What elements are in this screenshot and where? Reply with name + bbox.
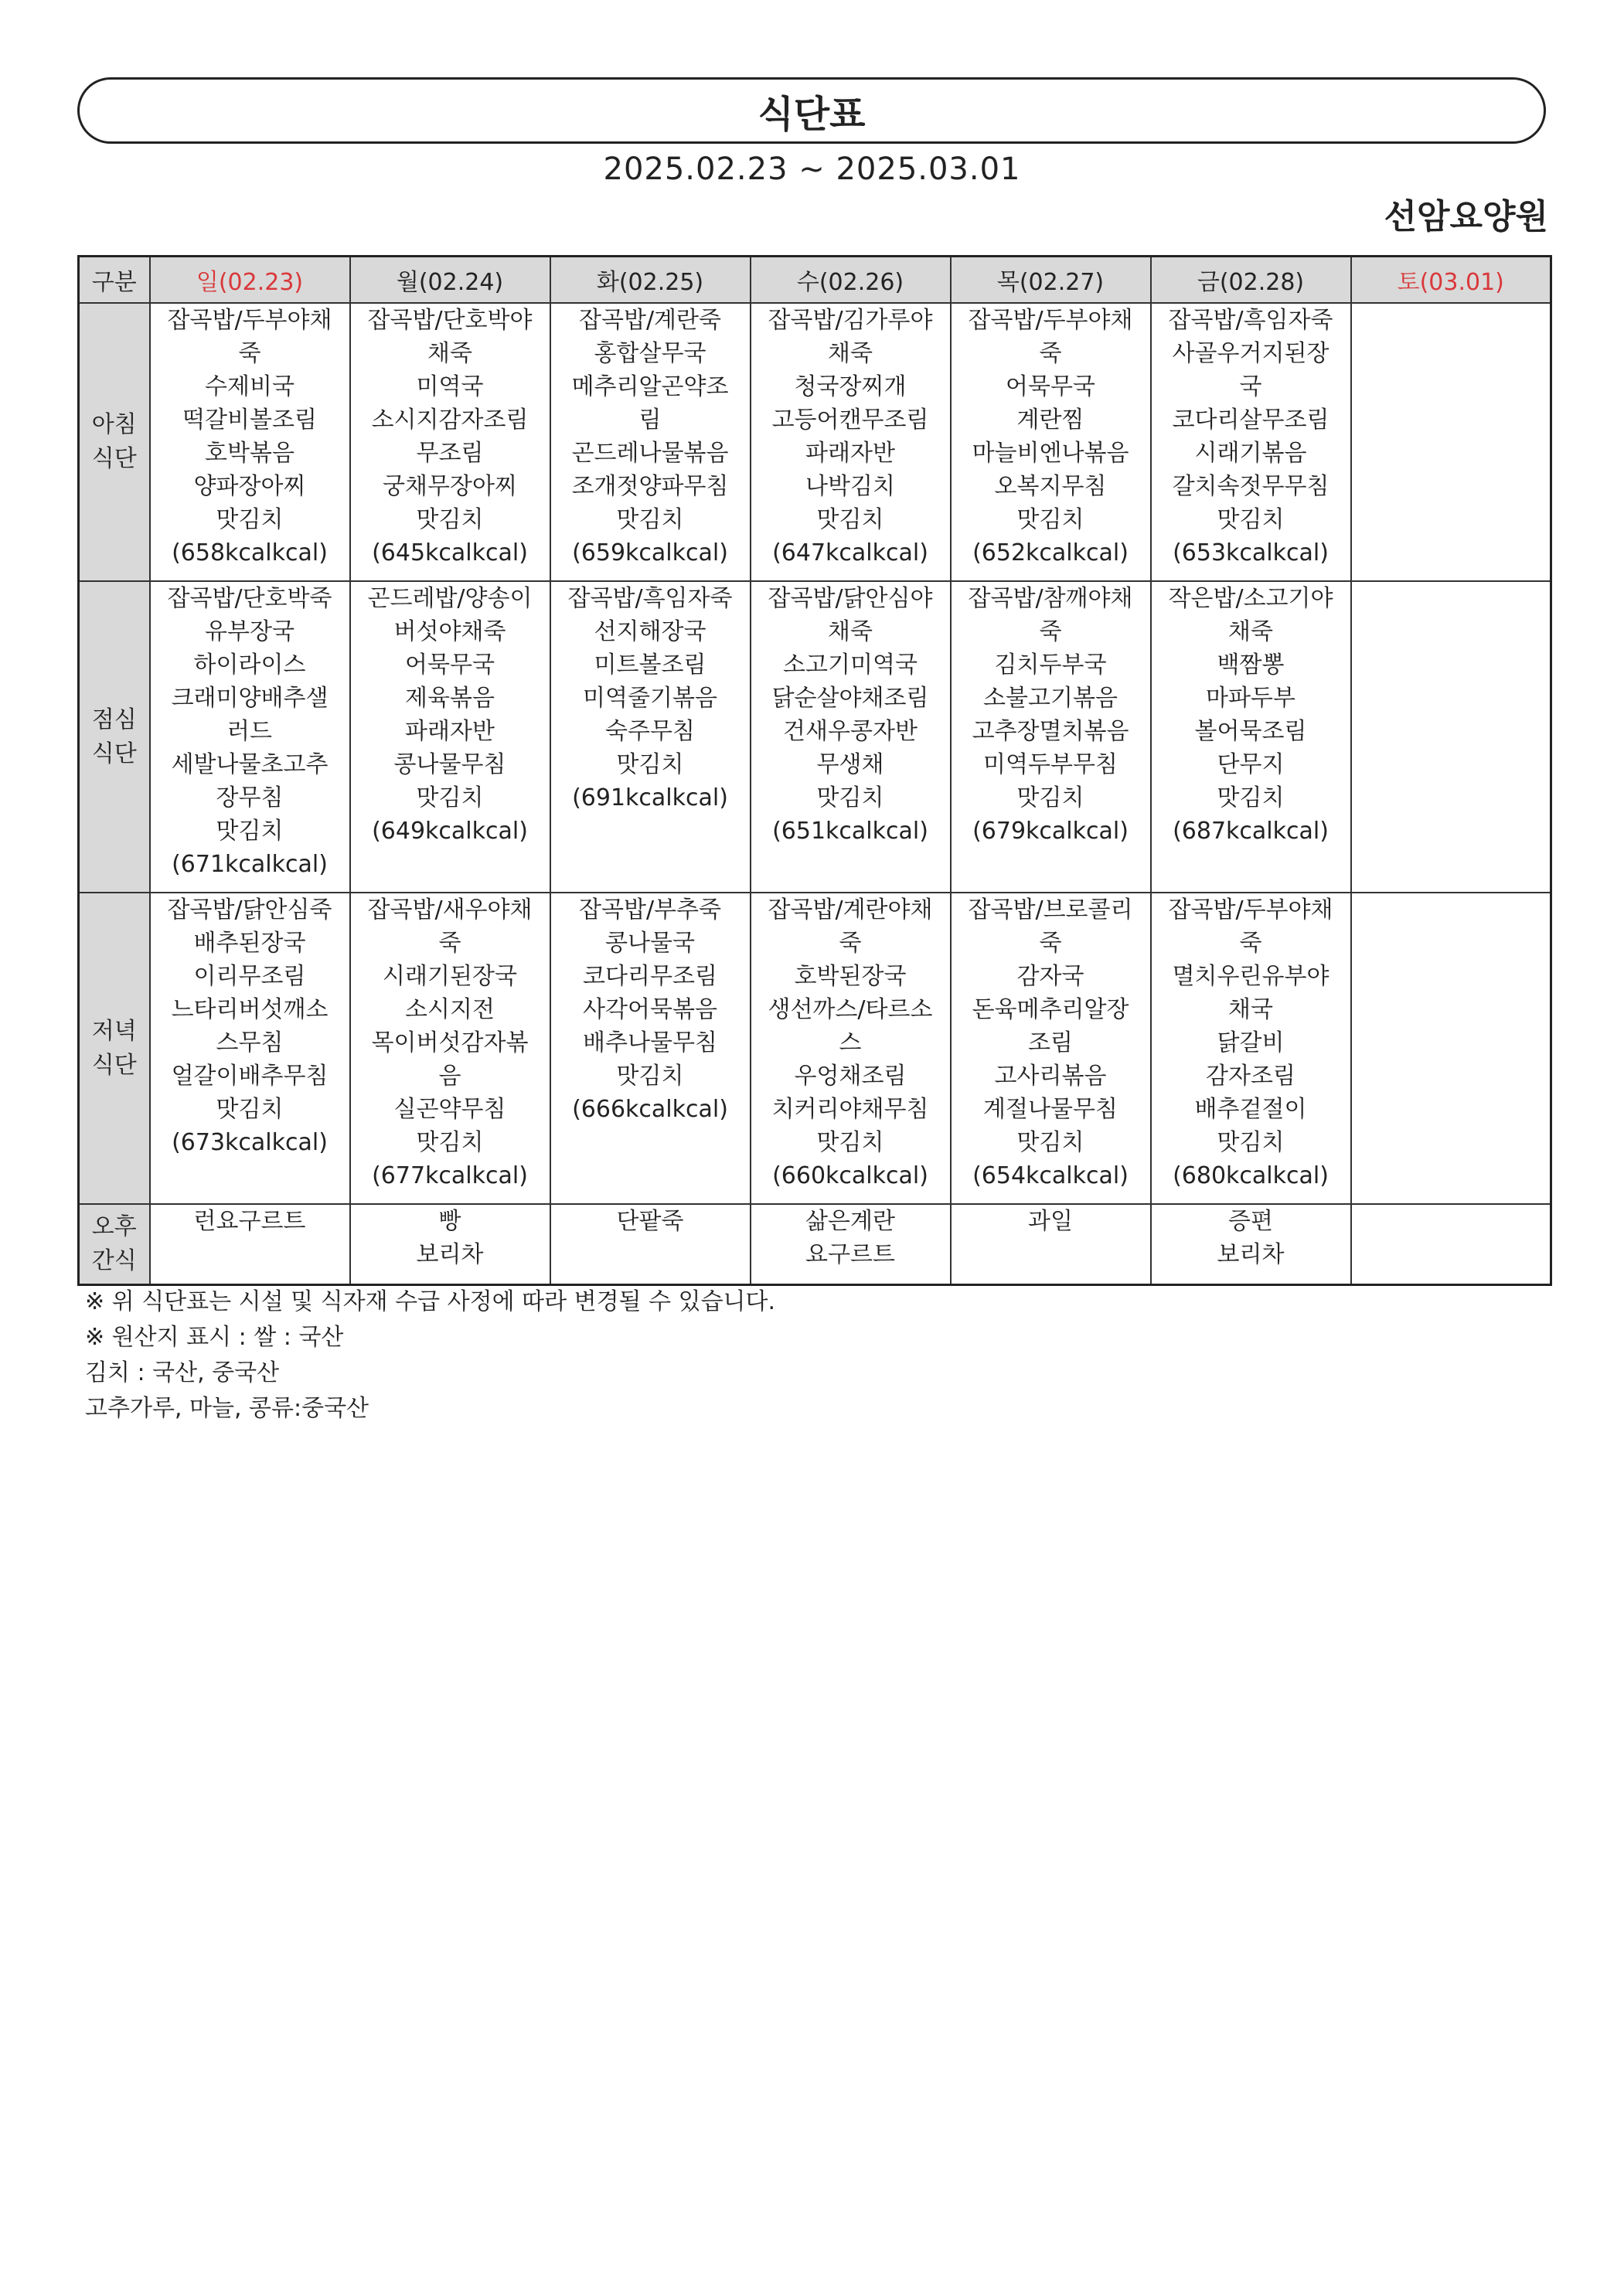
menu-item: 나박김치 [805,473,895,500]
menu-cell [350,581,550,893]
menu-item: (647kcalkcal) [772,539,928,566]
day-header-4: 목(02.27) [951,257,1151,304]
menu-item: 맛김치 [1016,784,1084,811]
menu-item: 미역두부무침 [983,751,1118,778]
note-line: 김치 : 국산, 중국산 [85,1359,280,1386]
meal-row [79,893,1551,1204]
menu-item: (660kcalkcal) [772,1162,928,1189]
menu-item: 단팥죽 [616,1208,684,1235]
menu-cell [550,303,751,581]
menu-cell [150,1204,350,1284]
menu-item: 스 [839,1029,862,1056]
menu-item: 제육볶음 [405,685,495,712]
menu-item: 조림 [1028,1029,1073,1056]
menu-item: 무생채 [816,751,884,778]
menu-cell [1351,581,1551,893]
menu-item: 수제비국 [205,373,294,400]
menu-item: 코다리살무조림 [1172,406,1330,434]
menu-item: 파래자반 [805,440,895,467]
menu-item: 잡곡밥/계란야채 [768,896,933,924]
meal-label [79,1204,150,1284]
menu-item: 버섯야채죽 [393,618,506,645]
menu-item: 감자조림 [1206,1063,1295,1090]
menu-cell [1351,303,1551,581]
menu-item: 어묵무국 [1006,373,1095,400]
menu-item: 맛김치 [616,751,684,778]
menu-item: 러드 [227,718,272,745]
page-title: 식단표 [758,92,866,136]
meal-label [79,303,150,581]
menu-item: 증편 [1228,1208,1273,1235]
menu-item: 맛김치 [1217,506,1285,533]
menu-item: 작은밥/소고기야 [1168,585,1333,612]
menu-item: 배추된장국 [193,930,306,957]
menu-cell [1151,893,1351,1204]
menu-item: 과일 [1028,1208,1073,1235]
menu-item: 마늘비엔나볶음 [972,440,1129,467]
menu-item: 림 [638,406,662,434]
menu-item: 맛김치 [616,506,684,533]
menu-item: 채죽 [1228,618,1273,645]
header-row [79,257,1551,304]
menu-item: 계란찜 [1016,406,1084,434]
menu-item: (645kcalkcal) [372,539,528,566]
menu-item: (679kcalkcal) [972,818,1129,845]
menu-item: 맛김치 [216,506,284,533]
menu-item: 소시지전 [405,996,495,1023]
menu-item: 소불고기볶음 [983,685,1118,712]
menu-item: (677kcalkcal) [372,1162,528,1189]
menu-item: 죽 [1039,340,1062,367]
menu-item: 잡곡밥/두부야채 [968,307,1133,334]
menu-item: 스무침 [216,1029,284,1056]
menu-item: 숙주무침 [605,718,695,745]
menu-item: 멸치우린유부야 [1172,963,1330,990]
menu-item: 무조림 [416,440,484,467]
menu-item: (673kcalkcal) [172,1129,328,1156]
menu-item: 음 [438,1063,461,1090]
menu-item: 고사리볶음 [994,1063,1107,1090]
menu-cell [150,581,350,893]
menu-item: 백짬뽕 [1217,651,1285,679]
menu-cell [1151,581,1351,893]
menu-item: 맛김치 [816,1129,884,1156]
menu-item: 유부장국 [205,618,294,645]
day-header-2: 화(02.25) [550,257,751,304]
menu-item: 파래자반 [405,718,495,745]
menu-cell [951,893,1151,1204]
menu-item: 맛김치 [216,1096,284,1123]
meal-label [79,581,150,893]
menu-item: 갈치속젓무무침 [1172,473,1330,500]
menu-item: 호박볶음 [205,440,294,467]
menu-item: 잡곡밥/두부야채 [1168,896,1333,924]
menu-item: 채죽 [828,340,873,367]
menu-item: 건새우콩자반 [783,718,918,745]
menu-cell [550,893,751,1204]
menu-item: 배추나물무침 [583,1029,717,1056]
meal-label-line: 간식 [91,1247,137,1274]
menu-item: (671kcalkcal) [172,851,328,878]
menu-item: 청국장찌개 [794,373,907,400]
menu-item: 죽 [1039,930,1062,957]
menu-item: 감자국 [1016,963,1084,990]
menu-item: 런요구르트 [193,1208,306,1235]
menu-cell [550,1204,751,1284]
day-header-1: 월(02.24) [350,257,550,304]
meal-row [79,581,1551,893]
menu-item: 생선까스/타르소 [768,996,933,1023]
menu-item: 메추리알곤약조 [571,373,729,400]
menu-item: 죽 [1239,930,1262,957]
notes-section [85,1284,775,1427]
menu-cell [751,893,951,1204]
menu-item: 얼갈이배추무침 [171,1063,329,1090]
menu-item: 잡곡밥/참깨야채 [968,585,1133,612]
menu-cell [951,1204,1151,1284]
menu-item: 이리무조림 [193,963,306,990]
menu-item: (653kcalkcal) [1173,539,1329,566]
meal-row [79,303,1551,581]
menu-item: 치커리야채무침 [771,1096,929,1123]
meal-label-line: 저녁 [91,1017,137,1045]
menu-item: 잡곡밥/닭안심야 [768,585,933,612]
menu-item: 홍합살무국 [594,340,706,367]
menu-item: 오복지무침 [994,473,1107,500]
menu-item: 어묵무국 [405,651,495,679]
day-header-3: 수(02.26) [751,257,951,304]
date-range: 2025.02.23 ~ 2025.03.01 [603,151,1021,187]
menu-item: 닭순살야채조림 [771,685,929,712]
menu-item: 맛김치 [816,784,884,811]
meal-label-line: 식단 [91,1051,137,1079]
menu-item: 코다리무조림 [583,963,717,990]
menu-item: 죽 [1039,618,1062,645]
menu-item: 호박된장국 [794,963,907,990]
menu-item: 사골우거지된장 [1172,340,1330,367]
meal-label-line: 오후 [91,1213,137,1240]
menu-item: 채죽 [828,618,873,645]
menu-item: (651kcalkcal) [772,818,928,845]
meal-label-line: 점심 [91,706,137,733]
menu-item: 보리차 [1217,1241,1285,1268]
menu-item: 곤드레밥/양송이 [367,585,533,612]
menu-item: 세발나물초고추 [171,751,329,778]
menu-item: 요구르트 [805,1241,895,1268]
menu-cell [1151,1204,1351,1284]
menu-item: (652kcalkcal) [972,539,1129,566]
note-line: ※ 원산지 표시 : 쌀 : 국산 [85,1324,344,1351]
meal-plan-table [77,255,1552,1286]
meal-label-line: 식단 [91,445,137,472]
menu-cell [951,303,1151,581]
menu-cell [751,581,951,893]
menu-item: 죽 [438,930,461,957]
menu-item: (658kcalkcal) [172,539,328,566]
menu-item: 맛김치 [216,818,284,845]
menu-item: 맛김치 [416,506,484,533]
menu-item: 고등어캔무조림 [771,406,929,434]
menu-item: 단무지 [1217,751,1285,778]
menu-item: 잡곡밥/흑임자죽 [1168,307,1333,334]
menu-item: 빵 [438,1208,461,1235]
menu-cell [951,581,1151,893]
menu-item: 잡곡밥/흑임자죽 [567,585,733,612]
menu-item: 미역국 [416,373,484,400]
menu-item: (659kcalkcal) [572,539,728,566]
menu-item: 맛김치 [416,784,484,811]
menu-item: 소고기미역국 [783,651,918,679]
menu-item: 맛김치 [416,1129,484,1156]
menu-item: 시래기된장국 [383,963,517,990]
menu-item: 김치두부국 [994,651,1107,679]
menu-item: (680kcalkcal) [1173,1162,1329,1189]
menu-item: 곤드레나물볶음 [571,440,729,467]
menu-item: (649kcalkcal) [372,818,528,845]
day-header-6: 토(03.01) [1351,257,1551,304]
menu-item: 떡갈비볼조림 [182,406,317,434]
menu-item: 채국 [1228,996,1273,1023]
menu-item: 하이라이스 [193,651,306,679]
day-header-5: 금(02.28) [1151,257,1351,304]
menu-item: 죽 [238,340,261,367]
menu-item: 국 [1239,373,1262,400]
menu-cell [751,1204,951,1284]
menu-item: 맛김치 [816,506,884,533]
meal-label-line: 아침 [91,411,137,438]
menu-cell [350,303,550,581]
menu-item: 잡곡밥/새우야채 [367,896,533,924]
menu-item: 배추겉절이 [1194,1096,1307,1123]
meal-label-line: 식단 [91,740,137,767]
menu-item: 잡곡밥/계란죽 [579,307,721,334]
corner-label: 구분 [79,257,150,304]
menu-item: 잡곡밥/부추죽 [579,896,721,924]
title-banner [77,77,1546,144]
menu-cell [150,303,350,581]
menu-item: 잡곡밥/두부야채 [167,307,332,334]
menu-item: 잡곡밥/닭안심죽 [167,896,332,924]
menu-item: 콩나물국 [605,930,695,957]
menu-item: 돈육메추리알장 [972,996,1129,1023]
menu-item: 맛김치 [1016,506,1084,533]
menu-item: 잡곡밥/김가루야 [768,307,933,334]
organization-name: 선암요양원 [1384,197,1548,236]
menu-item: 마파두부 [1206,685,1295,712]
menu-item: (687kcalkcal) [1173,818,1329,845]
menu-item: 콩나물무침 [393,751,506,778]
menu-item: 닭갈비 [1217,1029,1285,1056]
menu-item: 고추장멸치볶음 [972,718,1129,745]
menu-item: 죽 [839,930,862,957]
menu-item: 채죽 [427,340,472,367]
menu-item: 사각어묵볶음 [583,996,717,1023]
meal-label [79,893,150,1204]
menu-item: 계절나물무침 [983,1096,1118,1123]
menu-item: 미역줄기볶음 [583,685,717,712]
menu-cell [350,1204,550,1284]
menu-cell [1351,893,1551,1204]
menu-item: 궁채무장아찌 [383,473,517,500]
meal-row [79,1204,1551,1284]
menu-item: 잡곡밥/브로콜리 [968,896,1133,924]
menu-item: 맛김치 [1217,784,1285,811]
menu-item: 잡곡밥/단호박죽 [167,585,332,612]
menu-item: 선지해장국 [594,618,706,645]
day-header-0: 일(02.23) [150,257,350,304]
menu-item: 맛김치 [1217,1129,1285,1156]
note-line: 고추가루, 마늘, 콩류:중국산 [85,1395,369,1422]
menu-item: 삶은계란 [805,1208,895,1235]
menu-item: 장무침 [216,784,284,811]
menu-cell [350,893,550,1204]
menu-item: 볼어묵조림 [1194,718,1307,745]
menu-cell [150,893,350,1204]
menu-item: 시래기볶음 [1194,440,1307,467]
menu-item: 맛김치 [616,1063,684,1090]
menu-cell [1151,303,1351,581]
menu-item: 크래미양배추샐 [171,685,329,712]
menu-cell [751,303,951,581]
menu-cell [550,581,751,893]
menu-item: 양파장아찌 [193,473,306,500]
menu-item: (654kcalkcal) [972,1162,1129,1189]
menu-item: (691kcalkcal) [572,784,728,811]
menu-item: 조개젓양파무침 [571,473,729,500]
menu-item: 맛김치 [1016,1129,1084,1156]
menu-item: 우엉채조림 [794,1063,907,1090]
menu-item: 느타리버섯깨소 [171,996,329,1023]
menu-item: 미트볼조림 [594,651,706,679]
menu-item: 소시지감자조림 [371,406,529,434]
note-line: ※ 위 식단표는 시설 및 식자재 수급 사정에 따라 변경될 수 있습니다. [85,1288,776,1315]
menu-item: 실곤약무침 [393,1096,506,1123]
menu-item: 잡곡밥/단호박야 [367,307,533,334]
menu-item: 보리차 [416,1241,484,1268]
menu-cell [1351,1204,1551,1284]
menu-item: (666kcalkcal) [572,1096,728,1123]
menu-item: 목이버섯감자볶 [371,1029,529,1056]
